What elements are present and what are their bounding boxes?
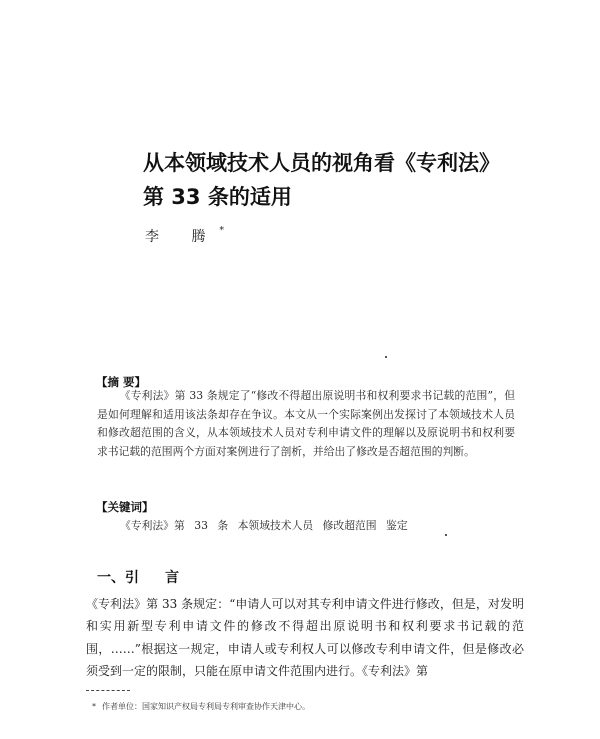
article-title-line-1: 从本领域技术人员的视角看《专利法》	[143, 151, 500, 175]
article-title-line-2: 第 33 条的适用	[143, 185, 292, 209]
keywords-label: 【关键词】	[96, 500, 154, 514]
footnote-text: 作者单位：国家知识产权局专利局专利审查协作天津中心。	[102, 702, 310, 711]
body-paragraph: 《专利法》第 33 条规定：“申请人可以对其专利申请文件进行修改，但是，对发明和实用新型专利申请文件的修改不得超出原说明书和权利要求书记载的范围，……”根据这一规定，申请人或专利权人可以修改专利申请文件，但是修改必须受到一定的限制，只能在原申请文件范围内进行。《专利法》第	[86, 597, 524, 679]
section-heading-introduction	[97, 567, 179, 587]
footnote-bullet: *	[92, 702, 96, 711]
author-footnote-mark: *	[219, 226, 224, 237]
abstract-text: 《专利法》第 33 条规定了“修改不得超出原说明书和权利要求书记载的范围”，但是如何理解和适用该法条却存在争议。本文从一个实际案例出发探讨了本领域技术人员和修改超范围的含义，从本领域技术人员对专利申请文件的理解以及原说明书和权利要求书记载的范围两个方面对案例进行了剖析，并给出了修改是否超范围的判断。	[97, 389, 515, 458]
author-name-text: 李 腾	[145, 229, 220, 245]
abstract-label: 【摘 要】	[96, 375, 147, 389]
section-heading-title: 言	[165, 570, 179, 586]
scan-speck	[445, 534, 447, 536]
author-affiliation-footnote	[92, 701, 310, 712]
author-name	[145, 226, 224, 246]
scan-speck	[385, 356, 387, 358]
section-heading-number: 一、引	[97, 570, 139, 586]
keywords-text: 《专利法》第 33 条 本领域技术人员 修改超范围 鉴定	[120, 519, 408, 532]
article-title	[143, 146, 543, 214]
footnote-divider	[86, 690, 130, 691]
